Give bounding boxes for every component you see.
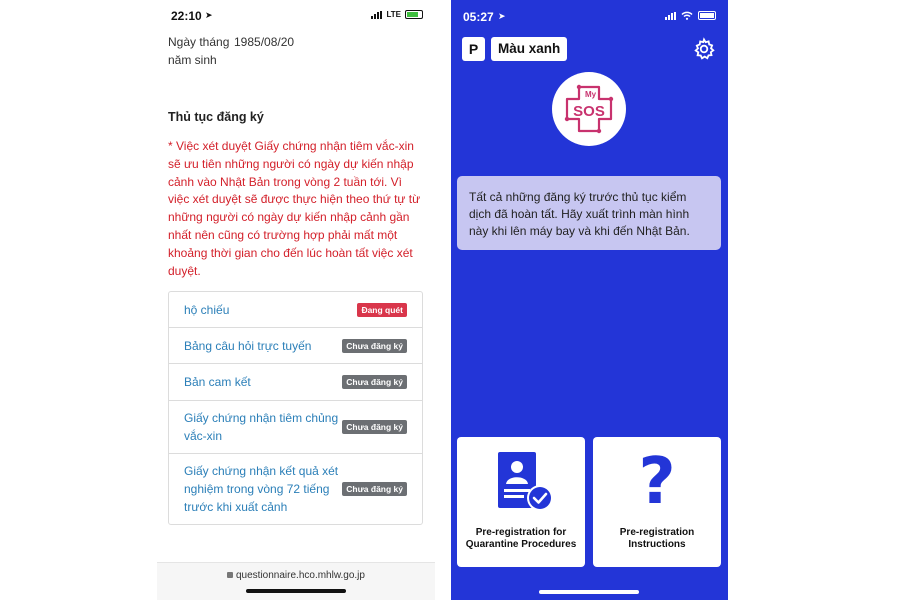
card-label: Pre-registration Instructions [619, 527, 695, 550]
list-item-label: Bảng câu hỏi trực tuyến [184, 338, 312, 353]
question-mark-icon [593, 437, 721, 527]
left-phone-screen [157, 0, 435, 600]
preregistration-instructions-button[interactable] [593, 437, 721, 567]
list-item-vaccine-certificate[interactable] [169, 401, 422, 454]
list-item-questionnaire[interactable] [169, 328, 422, 364]
status-time: 05:27 [463, 10, 494, 24]
network-type: LTE [386, 10, 401, 19]
wifi-icon [681, 11, 693, 20]
logo-my: My [585, 90, 597, 99]
card-label: Pre-registration for Quarantine Procedures [465, 527, 577, 550]
list-item-label: Giấy chứng nhận kết quả xét nghiệm trong vòng 72 tiếng trước khi xuất cảnh [184, 464, 339, 514]
url-text: questionnaire.hco.mhlw.go.jp [236, 570, 365, 581]
svg-text:?: ? [638, 445, 676, 519]
status-time: 22:10 [171, 9, 202, 23]
dob-value: 1985/08/20 [234, 35, 295, 49]
status-badge: Chưa đăng ký [342, 420, 407, 434]
list-item-test-certificate[interactable] [169, 454, 422, 524]
status-badge: Chưa đăng ký [342, 339, 407, 353]
info-message: Tất cả những đăng ký trước thủ tục kiểm dịch đã hoàn tất. Hãy xuất trình màn hình này khi lên máy bay và khi đến Nhật Bản. [457, 176, 721, 250]
section-title: Thủ tục đăng ký [168, 110, 264, 124]
registration-list [168, 291, 423, 525]
status-badge: Chưa đăng ký [342, 482, 407, 496]
status-bar [157, 0, 435, 28]
logo-sos: SOS [573, 103, 605, 120]
list-item-label: hộ chiếu [184, 302, 230, 317]
dob-label: Ngày tháng năm sinh [168, 35, 230, 67]
list-item-passport[interactable] [169, 292, 422, 328]
right-phone-screen [451, 0, 728, 600]
battery-icon [405, 10, 423, 19]
location-arrow-icon: ➤ [498, 11, 506, 21]
battery-icon [698, 11, 716, 20]
list-item-label: Giấy chứng nhận tiêm chủng vắc-xin [184, 411, 339, 443]
quarantine-preregistration-button[interactable] [457, 437, 585, 567]
status-color-label: Màu xanh [491, 37, 567, 61]
document-check-icon [457, 437, 585, 527]
list-item-label: Bản cam kết [184, 375, 251, 389]
list-item-pledge[interactable] [169, 364, 422, 401]
status-bar [451, 0, 728, 30]
notice-text: * Việc xét duyệt Giấy chứng nhận tiêm vắc-xin sẽ ưu tiên những người có ngày dự kiến nhập cảnh vào Nhật Bản trong vòng 2 tuần tới. Vì việc xét duyệt sẽ được thực hiện theo thứ tự từ những người có ngày dự kiến nhập cảnh gần nhất nên cũng có trường hợp phải mất một khoảng thời gian cho đến lúc hoàn tất việc xét duyệt. [168, 139, 421, 278]
home-indicator[interactable] [539, 590, 639, 594]
p-indicator: P [462, 37, 485, 61]
browser-url-bar[interactable] [157, 562, 435, 600]
signal-icon [665, 12, 676, 20]
status-badge: Đang quét [357, 303, 407, 317]
mysos-logo [552, 72, 626, 146]
gear-icon[interactable] [692, 37, 716, 61]
home-indicator[interactable] [246, 589, 346, 593]
location-arrow-icon: ➤ [205, 10, 213, 20]
signal-icon [371, 11, 382, 19]
status-badge: Chưa đăng ký [342, 375, 407, 389]
lock-icon [227, 572, 233, 578]
